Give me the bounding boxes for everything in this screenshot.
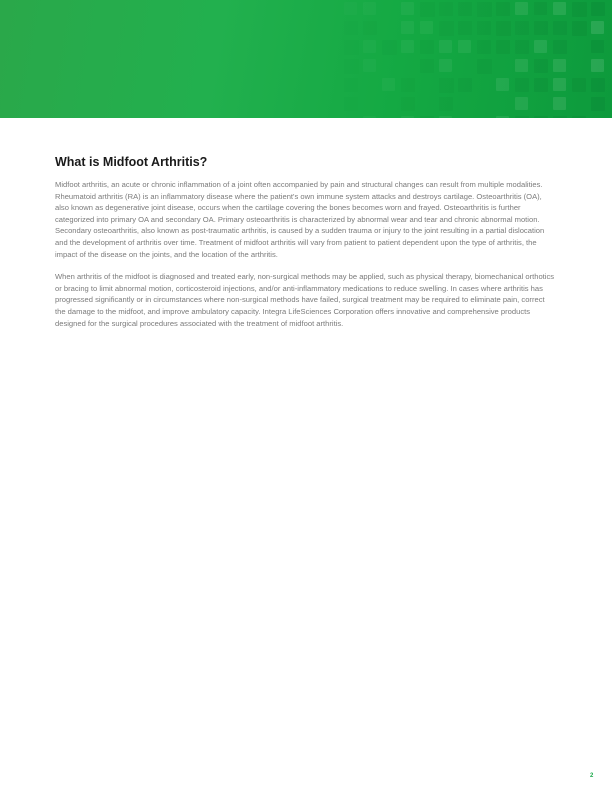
pattern-square — [401, 97, 415, 111]
pattern-square — [439, 78, 454, 93]
pattern-square — [572, 116, 586, 118]
pattern-square — [344, 40, 359, 55]
pattern-square — [515, 2, 528, 15]
pattern-square — [420, 40, 434, 54]
pattern-square — [382, 40, 397, 55]
main-content — [55, 155, 555, 340]
pattern-square — [458, 40, 471, 53]
pattern-square — [420, 59, 434, 73]
pattern-square — [591, 40, 604, 53]
pattern-square — [496, 116, 509, 118]
pattern-square — [363, 59, 376, 72]
pattern-square — [458, 78, 472, 92]
pattern-square — [439, 116, 452, 118]
page-number: 2 — [590, 773, 594, 779]
pattern-square — [439, 97, 453, 111]
pattern-square — [496, 40, 510, 54]
pattern-square — [591, 2, 605, 16]
pattern-square — [344, 97, 358, 111]
pattern-square — [401, 78, 415, 92]
pattern-square — [344, 2, 357, 15]
header-banner — [0, 0, 612, 118]
pattern-square — [591, 59, 604, 72]
pattern-square — [515, 40, 529, 54]
pattern-square — [420, 116, 434, 118]
pattern-square — [496, 78, 509, 91]
section-title: What is Midfoot Arthritis? — [55, 155, 208, 169]
pattern-square — [553, 40, 567, 54]
pattern-square — [401, 2, 414, 15]
pattern-square — [439, 59, 452, 72]
pattern-square — [458, 21, 472, 35]
pattern-square — [477, 21, 491, 35]
pattern-square — [534, 2, 547, 15]
pattern-square — [515, 21, 529, 35]
pattern-square — [553, 59, 566, 72]
pattern-square — [553, 21, 567, 35]
paragraph-2: When arthritis of the midfoot is diagnosed and treated early, non-surgical methods may be applied, such as physical therapy, biomechanical orthotics or bracing to limit abnormal motion, corticosteroid injections, and/or anti-inflammatory medications to reduce swelling. In cases where arthritis has progressed significantly or in circumstances where non-surgical methods have failed, surgical treatment may be required to eliminate pain, correct the damage to the midfoot, and improve ambulatory capacity. Integra LifeSciences Corporation offers innovative and comprehensive products designed for the surgical procedures associated with the treatment of midfoot arthritis. — [55, 272, 555, 328]
pattern-square — [401, 40, 414, 53]
pattern-square — [553, 2, 566, 15]
pattern-square — [553, 78, 566, 91]
pattern-square — [439, 2, 453, 16]
pattern-square — [534, 21, 548, 35]
pattern-square — [572, 2, 587, 17]
pattern-square — [515, 116, 529, 118]
pattern-square — [363, 116, 376, 118]
pattern-square — [515, 78, 529, 92]
pattern-square — [496, 21, 511, 36]
pattern-square — [477, 2, 492, 17]
pattern-square — [515, 97, 528, 110]
pattern-square — [534, 59, 548, 73]
pattern-square — [572, 78, 586, 92]
pattern-square — [572, 21, 587, 36]
pattern-square — [553, 116, 567, 118]
pattern-square — [363, 21, 377, 35]
pattern-square — [458, 2, 472, 16]
pattern-square — [344, 59, 359, 74]
pattern-square — [477, 40, 491, 54]
pattern-square — [344, 21, 358, 35]
pattern-square — [382, 78, 395, 91]
pattern-square — [591, 78, 605, 92]
pattern-square — [344, 78, 358, 92]
pattern-square — [496, 2, 510, 16]
pattern-square — [553, 97, 566, 110]
pattern-square — [439, 40, 452, 53]
pattern-square — [420, 21, 433, 34]
pattern-square — [363, 2, 376, 15]
pattern-square — [591, 97, 605, 111]
paragraph-1: Midfoot arthritis, an acute or chronic inflammation of a joint often accompanied by pain and structural changes can result from multiple modalities. Rheumatoid arthritis (RA) is an inflammatory disease where the patient's own immune system attacks and destroys cartilage. Osteoarthritis (OA), also known as degenerative joint disease, occurs when the cartilage covering the bones becomes worn and frayed. Osteoarthritis is further categorized into primary OA and secondary OA. Primary osteoarthritis is characterized by abnormal wear and tear and chronic abnormal motion. Secondary osteoarthritis, also known as post-traumatic arthritis, is caused by a sudden trauma or injury to the joint resulting in a partial dislocation and the development of arthritis over time. Treatment of midfoot arthritis will vary from patient to patient dependent upon the type of arthritis, the impact of the disease on the joints, and the location of the arthritis. — [55, 180, 545, 259]
pattern-square — [363, 40, 376, 53]
pattern-square — [515, 59, 528, 72]
pattern-square — [401, 21, 414, 34]
pattern-square — [477, 59, 492, 74]
pattern-square — [534, 78, 548, 92]
pattern-square — [591, 21, 604, 34]
pattern-square — [534, 116, 548, 118]
banner-pattern — [0, 0, 612, 118]
pattern-square — [439, 21, 454, 36]
pattern-square — [401, 116, 414, 118]
pattern-square — [420, 2, 435, 17]
pattern-square — [534, 40, 547, 53]
